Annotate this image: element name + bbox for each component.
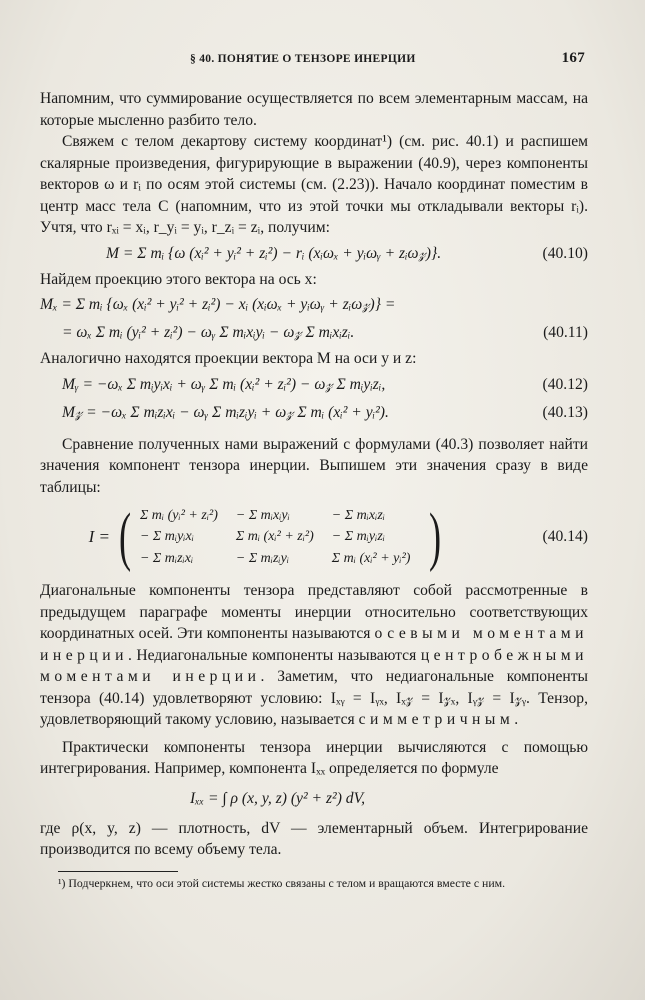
page-number: 167 — [561, 50, 585, 66]
matrix-row — [136, 526, 424, 548]
equation-number: (40.12) — [542, 375, 588, 393]
paragraph: Сравнение полученных нами выражений с формулами (40.3) позволяет найти значения компонент тензора инерции. Выпишем эти значения сразу в виде таблицы: — [40, 435, 588, 496]
matrix-cell: Σ mᵢ (xᵢ² + yᵢ²) — [331, 550, 411, 566]
paragraph: где ρ(x, y, z) — плотность, dV — элементарный объем. Интегрирование производится по всему объему тела. — [40, 819, 588, 858]
matrix-row — [136, 505, 424, 527]
paragraph: Аналогично находятся проекции вектора M на оси y и z: — [40, 350, 417, 367]
equation-40-11-line2 — [40, 320, 588, 346]
matrix-row — [136, 548, 424, 570]
equation-number: (40.13) — [542, 403, 588, 421]
emphasized-term: осевыми моментами инерции — [40, 625, 589, 664]
matrix-cell: − Σ mᵢyᵢxᵢ — [139, 529, 194, 545]
footnote: ¹) Подчеркнем, что оси этой системы жестко связаны с телом и вращаются вместе с ним. — [58, 875, 506, 890]
paragraph-axial-moments — [40, 580, 588, 731]
section-title: § 40. ПОНЯТИЕ О ТЕНЗОРЕ ИНЕРЦИИ — [190, 53, 416, 65]
equation-40-11-line1 — [40, 292, 588, 318]
equation-expression: Mₓ = Σ mᵢ {ωₓ (xᵢ² + yᵢ² + zᵢ²) − xᵢ (xᵢωₓ + yᵢωᵧ + zᵢω𝓏)} = — [40, 296, 396, 314]
matrix-lhs: I = — [88, 527, 110, 547]
equation-expression: M𝓏 = −ωₓ Σ mᵢzᵢxᵢ − ωᵧ Σ mᵢzᵢyᵢ + ω𝓏 Σ mᵢ (xᵢ² + yᵢ²). — [62, 403, 389, 421]
left-paren-icon: ( — [118, 500, 132, 573]
equation-integral — [40, 782, 588, 816]
equation-number: (40.10) — [542, 244, 588, 262]
page-body — [40, 88, 588, 891]
equation-40-12 — [40, 372, 588, 398]
matrix-cell: Σ mᵢ (xᵢ² + zᵢ²) — [235, 529, 314, 545]
paragraph: Свяжем с телом декартову систему координат¹) (см. рис. 40.1) и распишем скалярные произведения, фигурирующие в выражении (40.9), через компоненты векторов ω и rᵢ по осям этой системы (см. (2.23)). Начало координат поместим в центр масс тела C (напомним, что из этой точки мы откладывали векторы rᵢ). Учтя, что rₓᵢ = xᵢ, r_yᵢ = yᵢ, r_zᵢ = zᵢ, получим: — [40, 133, 588, 236]
matrix-table — [136, 505, 424, 570]
footnote-rule — [58, 871, 178, 872]
equation-number: (40.14) — [542, 528, 588, 546]
equation-40-10 — [40, 241, 588, 267]
matrix-cell: − Σ mᵢxᵢzᵢ — [331, 507, 385, 523]
text-run: . — [514, 711, 519, 728]
equation-expression: M = Σ mᵢ {ω (xᵢ² + yᵢ² + zᵢ²) − rᵢ (xᵢωₓ + yᵢωᵧ + zᵢω𝓏)}. — [106, 244, 442, 262]
matrix-cell: − Σ mᵢzᵢyᵢ — [235, 550, 290, 566]
equation-expression: Iₓₓ = ∫ ρ (x, y, z) (y² + z²) dV, — [190, 789, 366, 807]
inertia-tensor-matrix — [40, 502, 588, 572]
equation-40-13 — [40, 400, 588, 426]
equation-number: (40.11) — [543, 324, 588, 342]
paragraph: Напомним, что суммирование осуществляется по всем элементарным массам, на которые мысленно разбито тело. — [40, 90, 588, 129]
text-run: . Заметим, что недиагональные компоненты тензора (40.14) удовлетворяют условию: Iₓᵧ = Iᵧₓ, Iₓ𝓏 = I𝓏ₓ, Iᵧ𝓏 = I𝓏ᵧ. Тензор, удовлетворяющий такому условию, называется — [40, 668, 589, 728]
equation-expression: = ωₓ Σ mᵢ (yᵢ² + zᵢ²) − ωᵧ Σ mᵢxᵢyᵢ − ω𝓏 Σ mᵢxᵢzᵢ. — [62, 324, 355, 342]
text-run: . Недиагональные компоненты называются — [127, 646, 417, 664]
matrix-cell: Σ mᵢ (yᵢ² + zᵢ²) — [139, 507, 218, 523]
running-header — [40, 50, 585, 70]
paragraph: Практически компоненты тензора инерции вычисляются с помощью интегрирования. Например, компонента Iₓₓ определяется по формуле — [40, 738, 588, 777]
emphasized-term: центробежными моментами инерции — [40, 646, 588, 685]
text-run: Диагональные компоненты тензора представляют собой рассмотренные в предыдущем параграфе моменты инерции относительно соответствующих координатных осей. Эти компоненты называются — [40, 582, 588, 642]
matrix-cell: − Σ mᵢzᵢxᵢ — [139, 550, 194, 566]
equation-expression: Mᵧ = −ωₓ Σ mᵢyᵢxᵢ + ωᵧ Σ mᵢ (xᵢ² + zᵢ²) − ω𝓏 Σ mᵢyᵢzᵢ, — [62, 375, 386, 393]
paragraph: Найдем проекцию этого вектора на ось x: — [40, 270, 317, 288]
emphasized-term: симметричным — [358, 711, 515, 728]
matrix-cell: − Σ mᵢyᵢzᵢ — [331, 529, 385, 545]
matrix-cell: − Σ mᵢxᵢyᵢ — [235, 507, 290, 523]
right-paren-icon: ) — [429, 500, 442, 573]
